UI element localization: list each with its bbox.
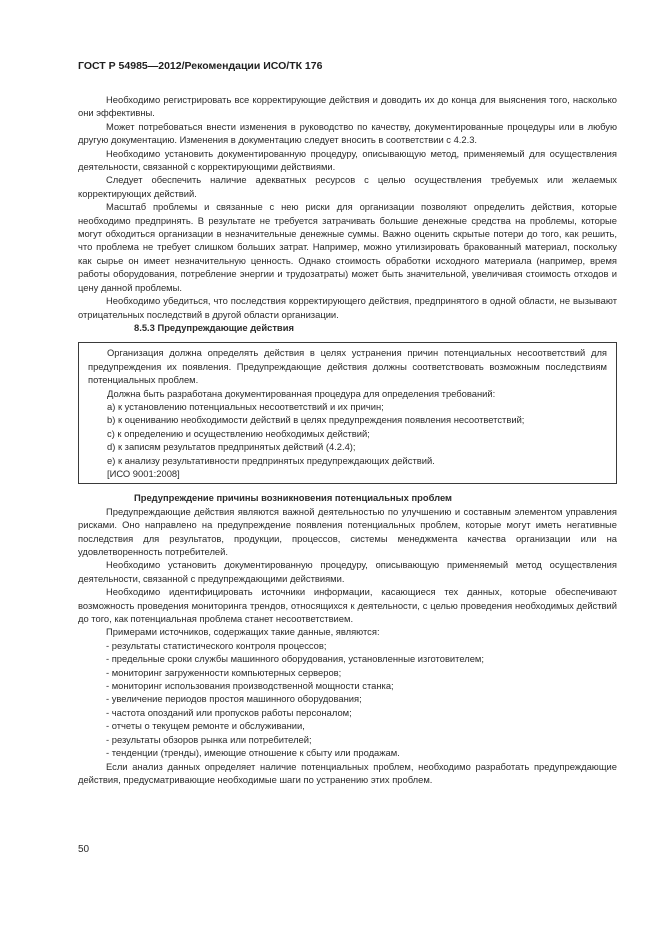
paragraph: Следует обеспечить наличие адекватных ресурсов с целью осуществления требуемых или желаемых корректирующих действий. [78,174,617,199]
box-list-item: с) к определению и осуществлению необходимых действий; [107,427,370,439]
paragraph: Может потребоваться внести изменения в руководство по качеству, документированные процедуры или в любую другую документацию. Изменения в документацию следует вносить в соответствии с 4.2.3. [78,120,617,146]
page-number: 50 [78,844,90,855]
paragraph: Необходимо установить документированную процедуру, описывающую метод, применяемый для осуществления деятельности, связанной с корректирующими действиями. [78,147,617,173]
example-list-item: - тенденции (тренды), имеющие отношение к сбыту или продажам. [106,747,400,759]
quoted-requirement-box [78,342,617,484]
example-list-item: - предельные сроки службы машинного оборудования, установленные изготовителем; [106,653,484,665]
paragraph: Необходимо регистрировать все корректирующие действия и доводить их до конца для выяснения того, насколько они эффективны. [78,94,617,119]
example-list-item: - мониторинг загруженности компьютерных серверов; [106,666,342,678]
box-list-item: е) к анализу результативности предпринятых предупреждающих действий. [107,454,435,466]
example-list-item: - отчеты о текущем ремонте и обслуживании, [106,720,305,732]
box-list-item: b) к оцениванию необходимости действий в целях предупреждения появления несоответствий; [107,414,525,426]
box-paragraph: Должна быть разработана документированная процедура для определения требований: [107,387,496,399]
example-list-item: - результаты статистического контроля процессов; [106,639,327,651]
paragraph: Примерами источников, содержащих такие данные, являются: [106,626,380,638]
box-list-item: а) к установлению потенциальных несоответствий и их причин; [107,400,384,412]
document-body [78,93,617,786]
box-paragraph: Организация должна определять действия в целях устранения причин потенциальных несоответствий для предупреждения их появления. Предупреждающие действия должны соответствовать возможным последствиям потенциальных проблем. [88,347,607,386]
document-header: ГОСТ Р 54985—2012/Рекомендации ИСО/ТК 176 [78,60,323,72]
example-list-item: - мониторинг использования производственной мощности станка; [106,680,394,692]
paragraph: Необходимо идентифицировать источники информации, касающиеся тех данных, которые обеспечивают возможность проведения мониторинга трендов, относящихся к деятельности, с целью проведения необходимых действий до того, как потенциальная проблема станет несоответствием. [78,586,617,625]
paragraph: Предупреждающие действия являются важной деятельностью по улучшению и составным элементом управления рисками. Оно направлено на предупреждение появления потенциальных проблем, которые могут иметь негативные последствия для результатов, продукции, процессов, системы менеджмента качества организации или на удовлетворенность потребителей. [78,505,617,557]
example-list-item: - увеличение периодов простоя машинного оборудования; [106,693,362,705]
section-heading: 8.5.3 Предупреждающие действия [134,321,294,333]
paragraph: Масштаб проблемы и связанные с нею риски для организации позволяют определить действия, которые необходимо предпринять. В результате не требуется затрачивать большие денежные средства на проблемы, которые могут обходиться организации в незначительные денежные суммы. Важно оценить скрытые потери до того, как решить, что проблема не требует слишком больших затрат. Например, можно утилизировать бракованный материал, поскольку как сырье он имеет незначительную ценность. Однако стоимость обработки исходного материала (например, время работы оборудования, потребление энергии и трудозатраты) может быть значительной, увеличивая стоимость отходов и цену данной проблемы. [78,201,617,293]
subheading: Предупреждение причины возникновения потенциальных проблем [134,492,452,504]
paragraph: Необходимо убедиться, что последствия корректирующего действия, предпринятого в одной области, не вызывают отрицательных последствий в другой области организации. [78,295,617,320]
example-list-item: - частота опозданий или пропусков работы персоналом; [106,706,352,718]
paragraph: Необходимо установить документированную процедуру, описывающую применяемый метод осуществления деятельности, связанной с предупреждающими действиями. [78,559,617,584]
paragraph: Если анализ данных определяет наличие потенциальных проблем, необходимо разработать предупреждающие действия, предусматривающие необходимые шаги по устранению этих проблем. [78,760,617,785]
box-reference: [ИСО 9001:2008] [107,467,180,479]
example-list-item: - результаты обзоров рынка или потребителей; [106,733,312,745]
box-list-item: d) к записям результатов предпринятых действий (4.2.4); [107,441,356,453]
